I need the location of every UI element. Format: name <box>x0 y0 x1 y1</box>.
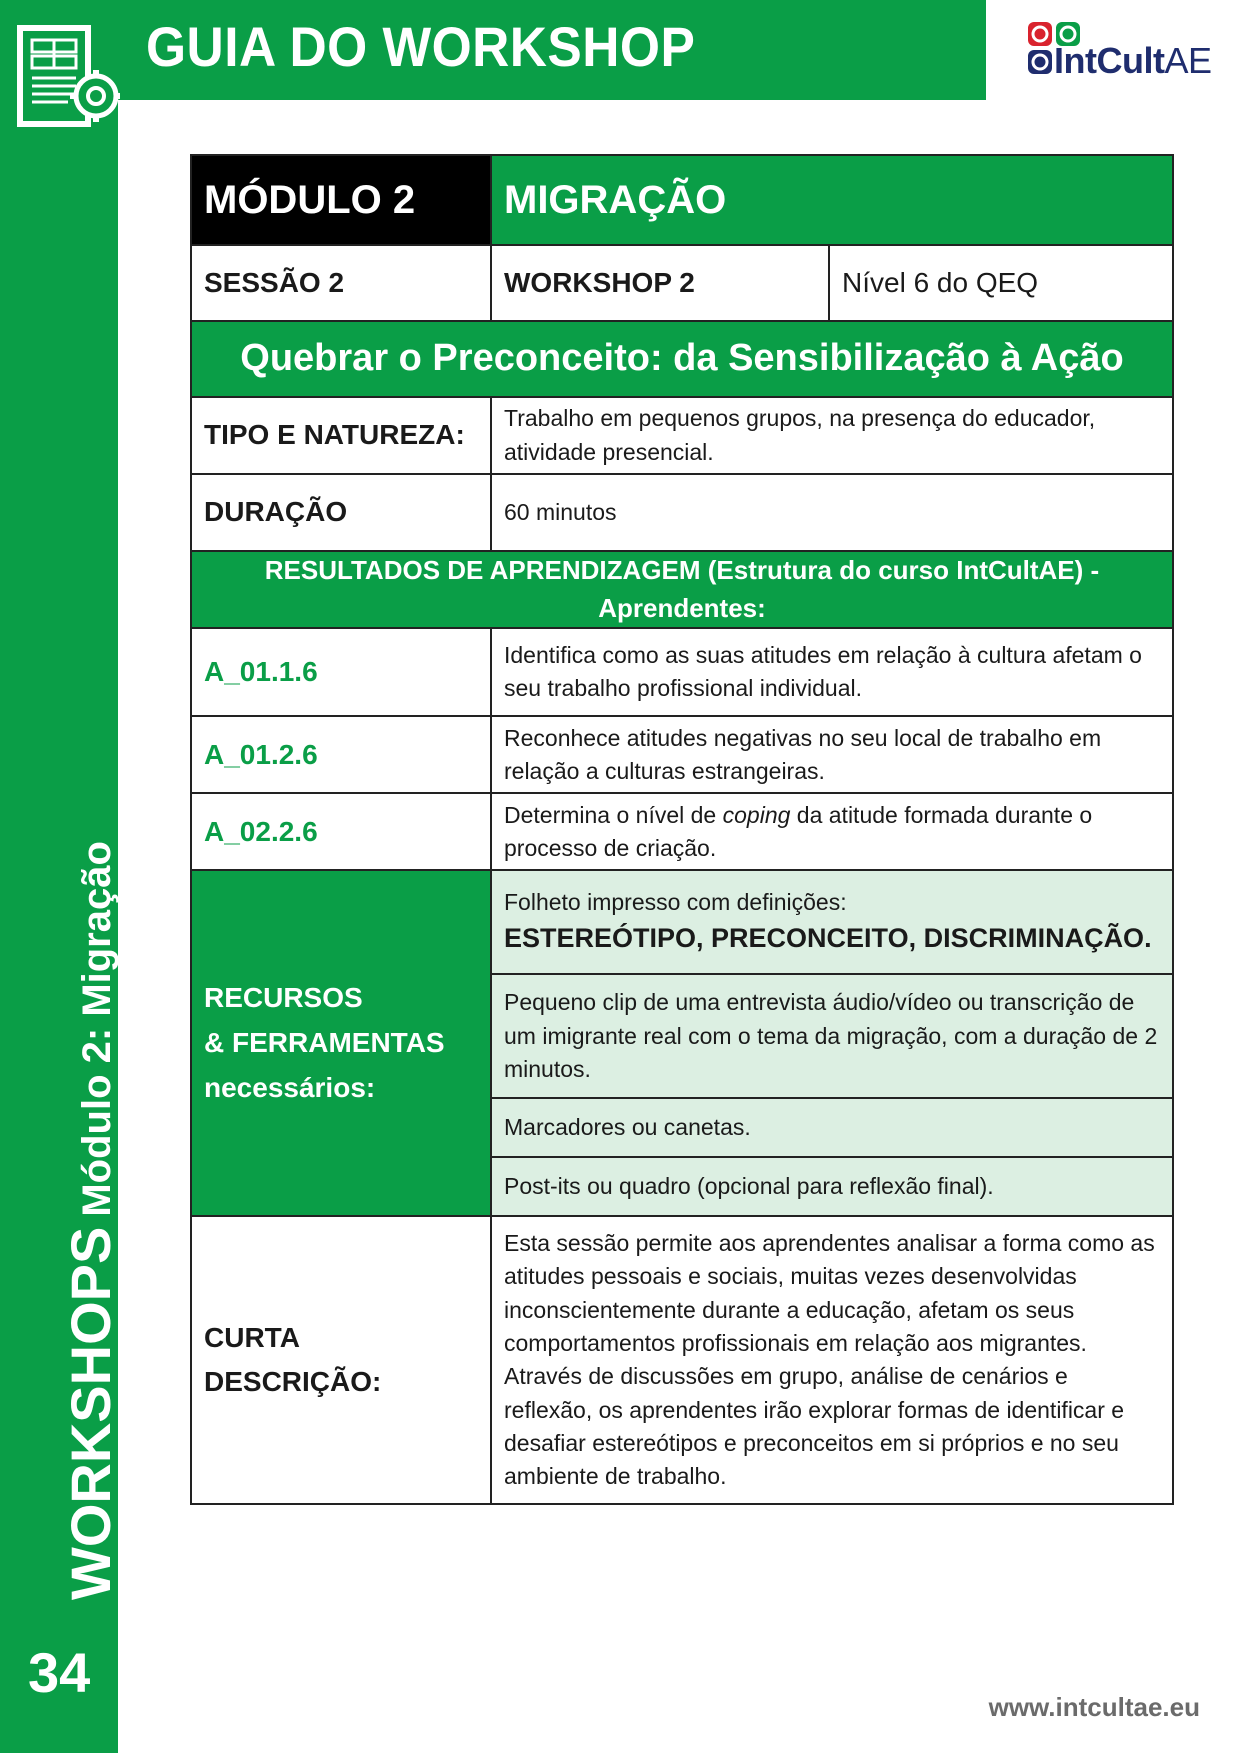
outcome-code: A_01.2.6 <box>191 716 491 793</box>
resource-handout: Folheto impresso com definições: ESTEREÓTIPO, PRECONCEITO, DISCRIMINAÇÃO. <box>491 870 1173 974</box>
guide-document-gear-icon <box>16 24 120 132</box>
module-table <box>190 154 1174 1505</box>
type-label: TIPO E NATUREZA: <box>191 397 491 474</box>
resource-clip: Pequeno clip de uma entrevista áudio/vídeo ou transcrição de um imigrante real com o tema da migração, com a duração de 2 minutos. <box>491 974 1173 1098</box>
outcome-text: Determina o nível de coping da atitude formada durante o processo de criação. <box>491 793 1173 870</box>
resource-markers: Marcadores ou canetas. <box>491 1098 1173 1157</box>
resources-label: RECURSOS & FERRAMENTAS necessários: <box>191 870 491 1216</box>
logo-wordmark: IntCultAE <box>1054 40 1212 81</box>
workshop-subtitle: Quebrar o Preconceito: da Sensibilização à Ação <box>191 321 1173 397</box>
module-title: MIGRAÇÃO <box>491 155 1173 245</box>
outcome-text: Reconhece atitudes negativas no seu local de trabalho em relação a culturas estrangeiras. <box>491 716 1173 793</box>
duration-label: DURAÇÃO <box>191 474 491 551</box>
description-label: CURTA DESCRIÇÃO: <box>191 1216 491 1504</box>
duration-value: 60 minutos <box>491 474 1173 551</box>
footer-url[interactable]: www.intcultae.eu <box>988 1692 1200 1722</box>
resource-postits: Post-its ou quadro (opcional para reflexão final). <box>491 1157 1173 1216</box>
page-title: GUIA DO WORKSHOP <box>146 15 696 78</box>
session-label: SESSÃO 2 <box>191 245 491 321</box>
outcome-text: Identifica como as suas atitudes em relação à cultura afetam o seu trabalho profissional individual. <box>491 628 1173 716</box>
results-header: RESULTADOS DE APRENDIZAGEM (Estrutura do curso IntCultAE) - Aprendentes: <box>191 551 1173 628</box>
description-text: Esta sessão permite aos aprendentes analisar a forma como as atitudes pessoais e sociais, muitas vezes desenvolvidas inconscientemente durante a educação, afetam os seus comportamentos profissionais em relação aos migrantes. Através de discussões em grupo, análise de cenários e reflexão, os aprendentes irão explorar formas de identificar e desafiar estereótipos e preconceitos em si próprios e no seu ambiente de trabalho. <box>491 1216 1173 1504</box>
sidebar-vertical-label: WORKSHOPSMódulo 2: Migração <box>59 841 122 1600</box>
outcome-code: A_01.1.6 <box>191 628 491 716</box>
workshop-label: WORKSHOP 2 <box>491 245 829 321</box>
outcome-code: A_02.2.6 <box>191 793 491 870</box>
module-label: MÓDULO 2 <box>191 155 491 245</box>
page-number: 34 <box>28 1641 91 1704</box>
level-label: Nível 6 do QEQ <box>829 245 1173 321</box>
type-value: Trabalho em pequenos grupos, na presença do educador, atividade presencial. <box>491 397 1173 474</box>
